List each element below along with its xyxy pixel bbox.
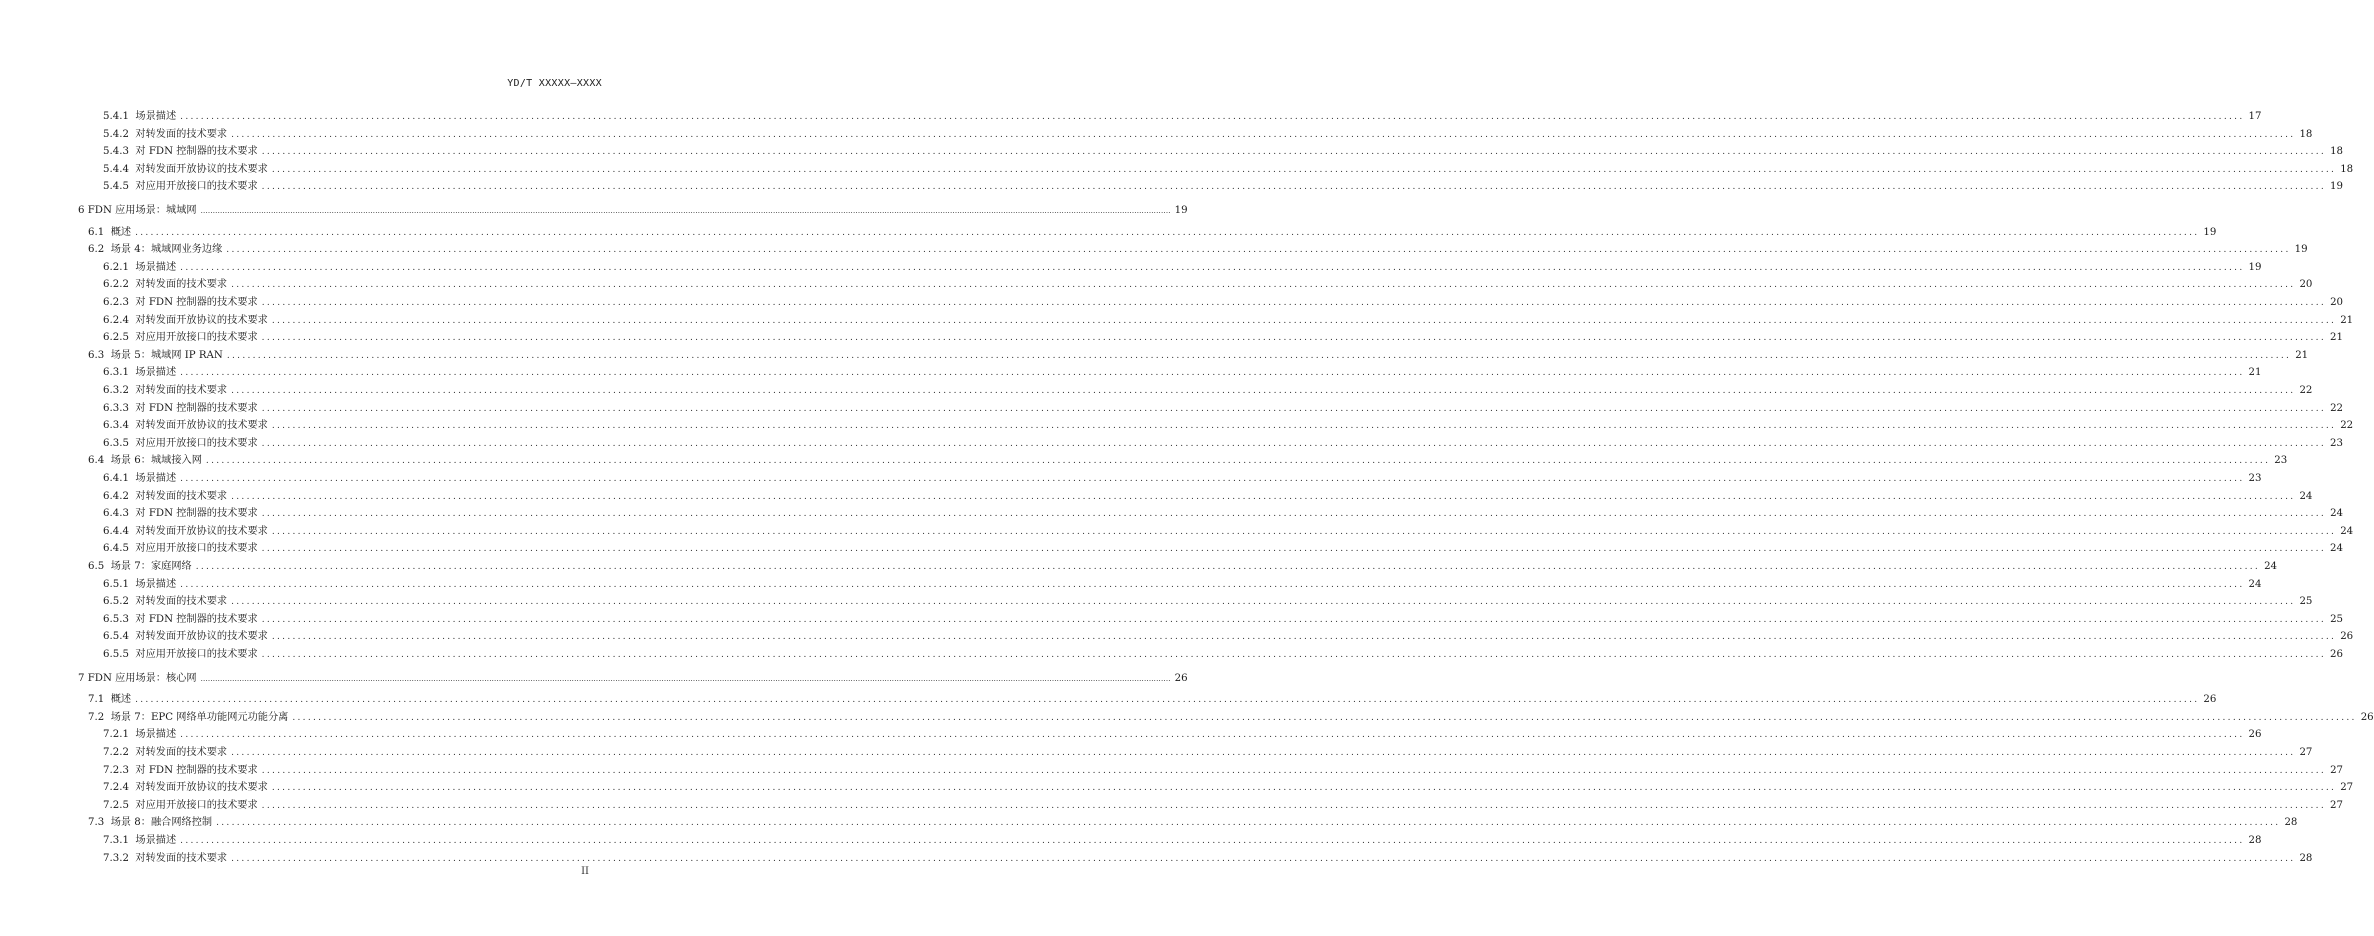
toc-entry-title: 场景 6：城域接入网 — [110, 455, 202, 466]
toc-leader-dots: ................................................................................................................................................................................................................................................................................................................................................................................................................ — [231, 748, 2296, 758]
toc-entry-label — [103, 417, 268, 435]
toc-entry-page: 25 — [2299, 596, 2313, 607]
toc-entry-number: 6.4.5 — [103, 543, 129, 554]
toc-entry-label — [103, 726, 176, 744]
toc-entry-title: 场景描述 — [135, 473, 177, 484]
toc-entry-title: 对转发面的技术要求 — [135, 491, 228, 502]
toc-entry-label — [78, 202, 197, 220]
toc-entry[interactable] — [103, 417, 2354, 435]
toc-entry-title: 对转发面的技术要求 — [135, 596, 228, 607]
toc-entry-title: FDN 应用场景：城域网 — [87, 205, 197, 216]
toc-leader-dots: ................................................................................................................................................................................................................................................................................................................................................................................................................ — [271, 421, 2337, 431]
toc-entry-label — [103, 259, 176, 277]
toc-entry-page: 24 — [2330, 543, 2343, 554]
toc-entry-page: 21 — [2295, 350, 2309, 361]
toc-leader-dots: ................................................................................................................................................................................................................................................................................................................................................................................................................ — [231, 386, 2296, 396]
toc-entry-page: 19 — [2330, 181, 2343, 192]
toc-entry-page: 26 — [2248, 729, 2262, 740]
toc-entry[interactable] — [103, 762, 2344, 780]
toc-leader-dots: ................................................................................................................................................................................................................................................................................................................................................................................................................ — [200, 675, 1171, 683]
toc-entry[interactable] — [88, 347, 2309, 365]
toc-entry-page: 24 — [2340, 526, 2354, 537]
toc-entry-title: 场景描述 — [135, 367, 177, 378]
toc-entry-label — [103, 611, 258, 629]
toc-entry-number: 7.2 — [88, 712, 105, 723]
toc-entry-label — [103, 488, 227, 506]
toc-leader-dots: ................................................................................................................................................................................................................................................................................................................................................................................................................ — [231, 597, 2296, 607]
toc-leader-dots: ................................................................................................................................................................................................................................................................................................................................................................................................................ — [195, 562, 2261, 572]
toc-entry-page: 28 — [2284, 817, 2298, 828]
toc-entry-title: 对转发面开放协议的技术要求 — [135, 782, 268, 793]
toc-entry-label — [88, 241, 222, 259]
toc-entry[interactable] — [103, 523, 2354, 541]
toc-entry[interactable] — [103, 364, 2262, 382]
toc-entry[interactable] — [103, 726, 2262, 744]
toc-entry-number: 7.2.4 — [103, 782, 129, 793]
toc-entry[interactable] — [103, 276, 2313, 294]
toc-entry-page: 27 — [2340, 782, 2354, 793]
toc-entry[interactable] — [88, 241, 2308, 259]
toc-leader-dots: ................................................................................................................................................................................................................................................................................................................................................................................................................ — [226, 351, 2292, 361]
toc-entry-number: 6.5 — [88, 561, 105, 572]
toc-entry[interactable] — [103, 435, 2343, 453]
toc-entry[interactable] — [103, 143, 2344, 161]
toc-entry-page: 27 — [2330, 800, 2343, 811]
toc-leader-dots: ................................................................................................................................................................................................................................................................................................................................................................................................................ — [180, 263, 2245, 273]
toc-entry-number: 6.4 — [88, 455, 105, 466]
toc-entry-number: 7.2.5 — [103, 800, 129, 811]
toc-leader-dots: ................................................................................................................................................................................................................................................................................................................................................................................................................ — [271, 316, 2337, 326]
toc-entry-label — [103, 400, 258, 418]
toc-entry-title: 对 FDN 控制器的技术要求 — [135, 765, 258, 776]
toc-entry-label — [88, 709, 288, 727]
toc-entry-page: 26 — [2330, 649, 2343, 660]
toc-entry-page: 19 — [2294, 244, 2308, 255]
toc-entry-number: 6.4.3 — [103, 508, 129, 519]
toc-entry-number: 5.4.2 — [103, 129, 129, 140]
toc-entry-label — [103, 143, 258, 161]
toc-entry-page: 27 — [2299, 747, 2313, 758]
toc-leader-dots: ................................................................................................................................................................................................................................................................................................................................................................................................................ — [261, 182, 2326, 192]
toc-entry-label — [103, 593, 227, 611]
toc-entry-title: 对转发面开放协议的技术要求 — [135, 526, 268, 537]
toc-entry-number: 6.5.4 — [103, 631, 129, 642]
toc-entry-label — [88, 452, 202, 470]
toc-entry-title: 场景 7：家庭网络 — [110, 561, 192, 572]
toc-entry-label — [103, 435, 258, 453]
toc-entry[interactable] — [78, 670, 1188, 688]
toc-leader-dots: ................................................................................................................................................................................................................................................................................................................................................................................................................ — [180, 836, 2245, 846]
toc-entry[interactable] — [88, 452, 2288, 470]
toc-leader-dots: ................................................................................................................................................................................................................................................................................................................................................................................................................ — [180, 474, 2245, 484]
toc-entry-number: 7.3 — [88, 817, 105, 828]
toc-leader-dots: ................................................................................................................................................................................................................................................................................................................................................................................................................ — [261, 766, 2327, 776]
toc-leader-dots: ................................................................................................................................................................................................................................................................................................................................................................................................................ — [231, 492, 2296, 502]
toc-entry-title: 对转发面的技术要求 — [135, 853, 228, 864]
toc-entry-label — [103, 832, 176, 850]
toc-entry-title: 场景 7：EPC 网络单功能网元功能分离 — [110, 712, 289, 723]
toc-entry-label — [88, 224, 131, 242]
toc-entry-number: 5.4.3 — [103, 146, 129, 157]
toc-entry-title: 对 FDN 控制器的技术要求 — [135, 614, 258, 625]
toc-entry-title: 场景描述 — [135, 835, 177, 846]
toc-entry[interactable] — [103, 470, 2262, 488]
toc-entry-label — [103, 523, 268, 541]
toc-entry-number: 7.2.2 — [103, 747, 129, 758]
toc-leader-dots: ................................................................................................................................................................................................................................................................................................................................................................................................................ — [271, 527, 2337, 537]
toc-entry[interactable] — [103, 382, 2313, 400]
toc-entry-number: 6.2.1 — [103, 262, 129, 273]
toc-leader-dots: ................................................................................................................................................................................................................................................................................................................................................................................................................ — [261, 298, 2327, 308]
toc-entry[interactable] — [103, 312, 2354, 330]
toc-entry-page: 20 — [2330, 297, 2344, 308]
toc-entry[interactable] — [103, 593, 2313, 611]
toc-entry-number: 7.3.2 — [103, 853, 129, 864]
toc-entry-page: 23 — [2248, 473, 2262, 484]
toc-entry-page: 18 — [2340, 164, 2354, 175]
toc-entry[interactable] — [88, 224, 2217, 242]
toc-entry-title: 对转发面的技术要求 — [135, 747, 228, 758]
toc-entry-label — [103, 329, 258, 347]
toc-entry-page: 22 — [2299, 385, 2313, 396]
toc-leader-dots: ................................................................................................................................................................................................................................................................................................................................................................................................................ — [261, 650, 2326, 660]
toc-entry-page: 23 — [2330, 438, 2343, 449]
toc-entry-number: 6.3.5 — [103, 438, 129, 449]
toc-leader-dots: ................................................................................................................................................................................................................................................................................................................................................................................................................ — [216, 818, 2281, 828]
toc-entry-label — [103, 505, 258, 523]
toc-entry-title: 概述 — [110, 227, 132, 238]
toc-leader-dots: ................................................................................................................................................................................................................................................................................................................................................................................................................ — [261, 544, 2326, 554]
toc-entry-label — [103, 628, 268, 646]
toc-entry-title: 场景 5：城域网 IP RAN — [110, 350, 223, 361]
toc-entry-label — [103, 294, 258, 312]
toc-entry-title: 对转发面开放协议的技术要求 — [135, 164, 268, 175]
toc-entry-label — [103, 744, 227, 762]
toc-entry-label — [88, 691, 131, 709]
toc-entry-number: 6.2.4 — [103, 315, 129, 326]
toc-entry-label — [103, 646, 258, 664]
toc-entry[interactable] — [103, 108, 2262, 126]
toc-entry-title: 对转发面的技术要求 — [135, 129, 228, 140]
toc-entry-page: 24 — [2330, 508, 2344, 519]
toc-entry-page: 26 — [2340, 631, 2354, 642]
toc-leader-dots: ................................................................................................................................................................................................................................................................................................................................................................................................................ — [200, 207, 1171, 215]
toc-entry-label — [103, 850, 227, 868]
toc-entry-number: 6.1 — [88, 227, 105, 238]
toc-entry-number: 6.5.2 — [103, 596, 129, 607]
toc-entry[interactable] — [103, 611, 2344, 629]
toc-entry-page: 21 — [2248, 367, 2262, 378]
toc-entry-number: 6.4.1 — [103, 473, 129, 484]
toc-leader-dots: ................................................................................................................................................................................................................................................................................................................................................................................................................ — [261, 509, 2327, 519]
toc-entry-page: 26 — [2360, 712, 2374, 723]
toc-entry-page: 24 — [2248, 579, 2262, 590]
toc-leader-dots: ................................................................................................................................................................................................................................................................................................................................................................................................................ — [261, 801, 2326, 811]
toc-leader-dots: ................................................................................................................................................................................................................................................................................................................................................................................................................ — [261, 439, 2326, 449]
toc-entry-page: 27 — [2330, 765, 2344, 776]
toc-entry-page: 19 — [2248, 262, 2262, 273]
toc-entry-label — [103, 576, 176, 594]
toc-entry-page: 21 — [2340, 315, 2354, 326]
toc-entry[interactable] — [103, 744, 2313, 762]
toc-entry-number: 6.3.1 — [103, 367, 129, 378]
toc-entry-title: FDN 应用场景：核心网 — [87, 673, 197, 684]
toc-leader-dots: ................................................................................................................................................................................................................................................................................................................................................................................................................ — [231, 280, 2296, 290]
toc-entry[interactable] — [103, 779, 2354, 797]
toc-entry-number: 5.4.4 — [103, 164, 129, 175]
toc-leader-dots: ................................................................................................................................................................................................................................................................................................................................................................................................................ — [231, 130, 2296, 140]
toc-entry-title: 对应用开放接口的技术要求 — [135, 438, 258, 449]
toc-entry-page: 28 — [2299, 853, 2313, 864]
toc-entry-label — [103, 540, 258, 558]
toc-entry-page: 18 — [2330, 146, 2344, 157]
toc-entry-page: 19 — [2203, 227, 2217, 238]
toc-entry-label — [88, 347, 223, 365]
toc-entry-label — [103, 364, 176, 382]
toc-entry-page: 24 — [2264, 561, 2278, 572]
toc-entry[interactable] — [103, 400, 2344, 418]
toc-leader-dots: ................................................................................................................................................................................................................................................................................................................................................................................................................ — [226, 245, 2291, 255]
toc-entry-number: 6.2.3 — [103, 297, 129, 308]
toc-leader-dots: ................................................................................................................................................................................................................................................................................................................................................................................................................ — [180, 368, 2245, 378]
toc-entry-label — [103, 178, 258, 196]
toc-entry-title: 对 FDN 控制器的技术要求 — [135, 297, 258, 308]
toc-entry-title: 对转发面开放协议的技术要求 — [135, 420, 268, 431]
toc-entry-title: 对应用开放接口的技术要求 — [135, 543, 258, 554]
toc-entry-label — [103, 797, 258, 815]
toc-entry-label — [103, 161, 268, 179]
toc-leader-dots: ................................................................................................................................................................................................................................................................................................................................................................................................................ — [261, 333, 2326, 343]
toc-entry[interactable] — [103, 850, 2313, 868]
toc-entry-page: 23 — [2274, 455, 2288, 466]
toc-entry-title: 对 FDN 控制器的技术要求 — [135, 508, 258, 519]
toc-entry-page: 18 — [2299, 129, 2313, 140]
toc-entry[interactable] — [103, 576, 2262, 594]
toc-entry[interactable] — [88, 691, 2217, 709]
toc-entry[interactable] — [103, 628, 2354, 646]
toc-entry-page: 17 — [2248, 111, 2262, 122]
toc-entry-label — [103, 382, 227, 400]
toc-entry[interactable] — [103, 126, 2313, 144]
toc-entry-label — [78, 670, 197, 688]
toc-entry[interactable] — [103, 259, 2262, 277]
toc-entry[interactable] — [103, 488, 2313, 506]
toc-leader-dots: ................................................................................................................................................................................................................................................................................................................................................................................................................ — [205, 456, 2271, 466]
toc-entry[interactable] — [103, 178, 2343, 196]
toc-entry-page: 19 — [1174, 205, 1188, 216]
toc-leader-dots: ................................................................................................................................................................................................................................................................................................................................................................................................................ — [231, 854, 2296, 864]
toc-entry-label — [103, 779, 268, 797]
toc-entry-title: 对转发面的技术要求 — [135, 385, 228, 396]
toc-entry[interactable] — [103, 505, 2344, 523]
toc-entry-title: 对应用开放接口的技术要求 — [135, 649, 258, 660]
toc-entry-page: 25 — [2330, 614, 2344, 625]
toc-entry-page: 26 — [1174, 673, 1188, 684]
toc-leader-dots: ................................................................................................................................................................................................................................................................................................................................................................................................................ — [135, 695, 2200, 705]
toc-leader-dots: ................................................................................................................................................................................................................................................................................................................................................................................................................ — [261, 615, 2327, 625]
toc-entry-label — [88, 814, 212, 832]
toc-entry-number: 6 — [78, 205, 85, 216]
toc-entry[interactable] — [103, 294, 2344, 312]
toc-entry-number: 6.4.2 — [103, 491, 129, 502]
toc-entry-label — [103, 762, 258, 780]
toc-entry-title: 场景描述 — [135, 579, 177, 590]
toc-entry[interactable] — [103, 646, 2343, 664]
toc-leader-dots: ................................................................................................................................................................................................................................................................................................................................................................................................................ — [135, 228, 2200, 238]
toc-entry[interactable] — [88, 558, 2278, 576]
toc-entry-title: 场景 4：城域网业务边缘 — [110, 244, 223, 255]
toc-entry-title: 对应用开放接口的技术要求 — [135, 800, 258, 811]
toc-entry-number: 6.3.4 — [103, 420, 129, 431]
toc-entry[interactable] — [78, 202, 1188, 220]
toc-entry-page: 20 — [2299, 279, 2313, 290]
toc-entry-number: 6.4.4 — [103, 526, 129, 537]
toc-entry-label — [103, 470, 176, 488]
toc-leader-dots: ................................................................................................................................................................................................................................................................................................................................................................................................................ — [180, 580, 2245, 590]
toc-entry-label — [103, 312, 268, 330]
toc-leader-dots: ................................................................................................................................................................................................................................................................................................................................................................................................................ — [271, 165, 2337, 175]
page-number: II — [581, 866, 589, 877]
toc-entry[interactable] — [103, 832, 2262, 850]
toc-leader-dots: ................................................................................................................................................................................................................................................................................................................................................................................................................ — [271, 783, 2337, 793]
toc-entry-page: 22 — [2340, 420, 2354, 431]
toc-entry-title: 对 FDN 控制器的技术要求 — [135, 403, 258, 414]
toc-entry[interactable] — [103, 161, 2354, 179]
toc-entry-number: 7.1 — [88, 694, 105, 705]
toc-entry[interactable] — [103, 329, 2343, 347]
toc-entry-label — [103, 276, 227, 294]
toc-entry-label — [88, 558, 192, 576]
toc-entry-number: 6.3.3 — [103, 403, 129, 414]
toc-entry-page: 24 — [2299, 491, 2313, 502]
toc-entry[interactable] — [88, 709, 2374, 727]
toc-entry-number: 6.2.5 — [103, 332, 129, 343]
toc-entry-number: 7 — [78, 673, 85, 684]
toc-entry-title: 场景描述 — [135, 262, 177, 273]
toc-entry-title: 对转发面开放协议的技术要求 — [135, 315, 268, 326]
toc-entry-number: 7.3.1 — [103, 835, 129, 846]
toc-entry-title: 对转发面开放协议的技术要求 — [135, 631, 268, 642]
toc-entry-title: 场景 8：融合网络控制 — [110, 817, 213, 828]
toc-entry-number: 5.4.5 — [103, 181, 129, 192]
toc-entry-number: 6.5.1 — [103, 579, 129, 590]
toc-entry-number: 6.2 — [88, 244, 105, 255]
toc-entry-title: 对转发面的技术要求 — [135, 279, 228, 290]
toc-leader-dots: ................................................................................................................................................................................................................................................................................................................................................................................................................ — [261, 404, 2327, 414]
toc-leader-dots: ................................................................................................................................................................................................................................................................................................................................................................................................................ — [180, 730, 2245, 740]
document-id-header: YD/T XXXXX—XXXX — [507, 78, 602, 89]
toc-entry-page: 26 — [2203, 694, 2217, 705]
toc-entry-label — [103, 126, 227, 144]
toc-entry-title: 对应用开放接口的技术要求 — [135, 332, 258, 343]
toc-entry-page: 21 — [2330, 332, 2343, 343]
toc-entry-number: 5.4.1 — [103, 111, 129, 122]
toc-entry[interactable] — [88, 814, 2298, 832]
toc-entry-page: 22 — [2330, 403, 2344, 414]
toc-entry-number: 6.3 — [88, 350, 105, 361]
toc-leader-dots: ................................................................................................................................................................................................................................................................................................................................................................................................................ — [271, 632, 2337, 642]
toc-entry-title: 场景描述 — [135, 111, 177, 122]
toc-entry-number: 6.3.2 — [103, 385, 129, 396]
toc-leader-dots: ................................................................................................................................................................................................................................................................................................................................................................................................................ — [292, 713, 2357, 723]
toc-entry-label — [103, 108, 176, 126]
toc-entry-number: 7.2.1 — [103, 729, 129, 740]
toc-entry-number: 6.5.5 — [103, 649, 129, 660]
toc-entry-title: 对应用开放接口的技术要求 — [135, 181, 258, 192]
toc-entry-title: 场景描述 — [135, 729, 177, 740]
toc-entry-title: 对 FDN 控制器的技术要求 — [135, 146, 258, 157]
toc-leader-dots: ................................................................................................................................................................................................................................................................................................................................................................................................................ — [261, 147, 2327, 157]
toc-entry-title: 概述 — [110, 694, 132, 705]
toc-leader-dots: ................................................................................................................................................................................................................................................................................................................................................................................................................ — [180, 112, 2245, 122]
toc-entry-number: 7.2.3 — [103, 765, 129, 776]
toc-entry-page: 28 — [2248, 835, 2262, 846]
toc-entry[interactable] — [103, 540, 2343, 558]
toc-entry-number: 6.5.3 — [103, 614, 129, 625]
toc-entry-number: 6.2.2 — [103, 279, 129, 290]
toc-entry[interactable] — [103, 797, 2343, 815]
